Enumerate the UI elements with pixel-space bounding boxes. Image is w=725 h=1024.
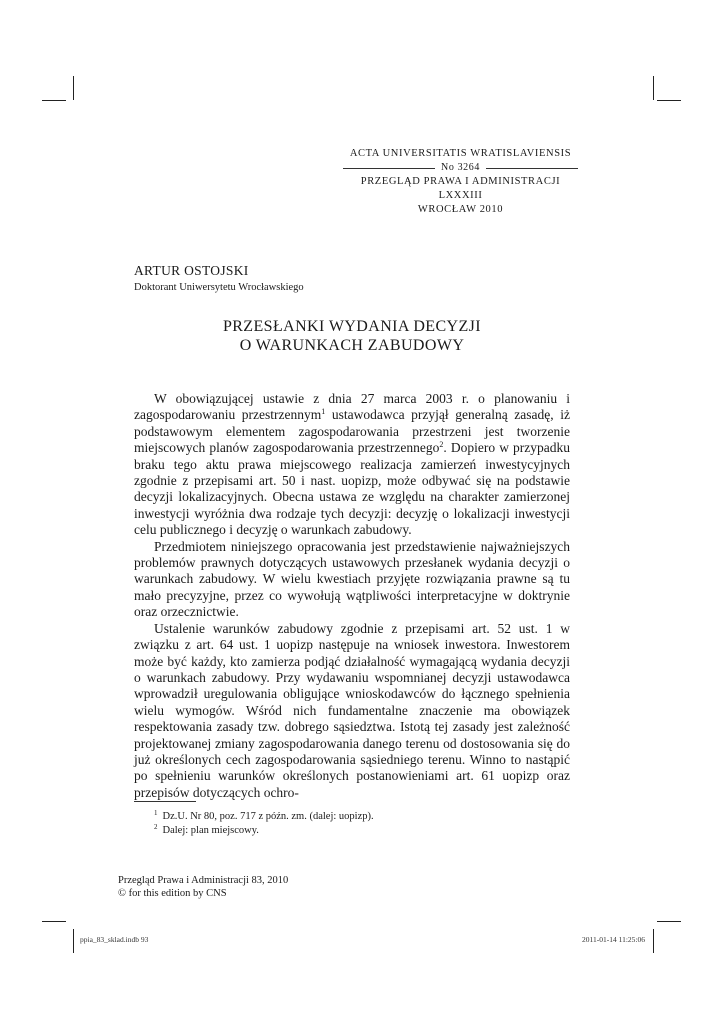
p1-text-a: W obowiązującej ustawie z dnia 27 marca 2003 r. o planowaniu i zagospodarowaniu przestrzennym — [134, 391, 570, 423]
footnote-ref-2[interactable]: 2 — [439, 440, 444, 450]
paragraph-2: Przedmiotem niniejszego opracowania jest przedstawienie najważniejszych problemów prawnych dotyczących ustawowych przesłanek wydania decyzji o warunkach zabudowy. W wielu kwestiach przyjęte rozwiązania prawne są tu mało precyzyjne, przez co wywołują wątpliwości interpretacyjne w doktrynie oraz orzecznictwie. — [134, 538, 570, 620]
crop-mark-bottom-left-vertical — [73, 929, 74, 953]
header-rule-right — [486, 168, 578, 169]
issue-number: No 3264 — [441, 162, 480, 173]
footnote-mark-2: 2 — [154, 822, 158, 831]
crop-mark-bottom-left-horizontal — [42, 921, 66, 922]
issue-number-row — [343, 161, 578, 175]
author-name: ARTUR OSTOJSKI — [134, 263, 249, 278]
p1-text-b: ustawodawca przyjął generalną zasadę, iż podstawowym elementem zagospodarowania przestrzeni jest tworzenie miejscowych planów zagospodarowania przestrzennego — [134, 407, 570, 456]
paragraph-3: Ustalenie warunków zabudowy zgodnie z przepisami art. 52 ust. 1 w związku z art. 64 ust. 1 uopizp następuje na wniosek inwestora. Inwestorem może być każdy, kto zamierza podjąć działalność wymagającą wydania decyzji o warunkach zabudowy. Przy wydawaniu wspomnianej decyzji ustawodawca wprowadził uregulowania obligujące wnioskodawców do łącznego spełnienia wielu wymogów. Wśród nich fundamentalne znaczenie ma obowiązek respektowania zasady tzw. dobrego sąsiedztwa. Istotą tej zasady jest zależność projektowanej zmiany zagospodarowania danego terenu od dostosowania się do już określonych cech zagospodarowania sąsiedniego terenu. Winno to nastąpić po spełnieniu warunków określonych postanowieniami art. 61 uopizp oraz przepisów dotyczących ochro- — [134, 620, 570, 800]
journal-name: PRZEGLĄD PRAWA I ADMINISTRACJI LXXXIII — [360, 176, 561, 201]
footnote-separator — [134, 801, 196, 802]
footnotes — [154, 810, 554, 837]
article-title — [134, 317, 570, 355]
crop-mark-top-right-horizontal — [657, 100, 681, 101]
series-name: ACTA UNIVERSITATIS WRATISLAVIENSIS — [349, 148, 572, 159]
footnote-text-1: Dz.U. Nr 80, poz. 717 z późn. zm. (dalej: uopizp). — [162, 811, 374, 822]
slug-file: ppia_83_sklad.indb 93 — [80, 935, 149, 944]
crop-mark-top-right-vertical — [653, 76, 654, 100]
footnote-ref-1[interactable]: 1 — [321, 407, 326, 417]
p1-text-c: . Dopiero w przypadku braku tego aktu prawa miejscowego realizacja zamierzeń inwestycyjnych zgodnie z przepisami art. 50 i nast. uopizp, może odbywać się na podstawie decyzji lokalizacyjnych. Obecna ustawa ze względu na charakter zamierzonej inwestycji wyróżnia dwa rodzaje tych decyzji: decyzję o lokalizacji inwestycji celu publicznego i decyzję o warunkach zabudowy. — [134, 440, 571, 538]
footnote-text-2: Dalej: plan miejscowy. — [162, 824, 259, 836]
publication-info — [118, 874, 288, 900]
crop-mark-bottom-right-vertical — [653, 929, 654, 953]
copyright-line: © for this edition by CNS — [118, 888, 227, 899]
crop-mark-top-left-horizontal — [42, 100, 66, 101]
place-year: WROCŁAW 2010 — [417, 204, 504, 215]
crop-mark-bottom-right-horizontal — [657, 921, 681, 922]
title-line-2: O WARUNKACH ZABUDOWY — [239, 337, 465, 354]
header-rule-left — [343, 168, 435, 169]
title-line-1: PRZESŁANKI WYDANIA DECYZJI — [222, 318, 482, 335]
footnote-1 — [154, 810, 554, 824]
footnote-mark-1: 1 — [154, 809, 158, 817]
publication-line-1: Przegląd Prawa i Administracji 83, 2010 — [118, 875, 289, 886]
author-affiliation: Doktorant Uniwersytetu Wrocławskiego — [134, 282, 304, 293]
article-body — [134, 391, 570, 801]
paragraph-1 — [134, 391, 570, 539]
slug-timestamp: 2011-01-14 11:25:06 — [582, 935, 645, 944]
crop-mark-top-left-vertical — [73, 76, 74, 100]
journal-header — [343, 147, 578, 217]
footnote-2 — [154, 824, 554, 838]
